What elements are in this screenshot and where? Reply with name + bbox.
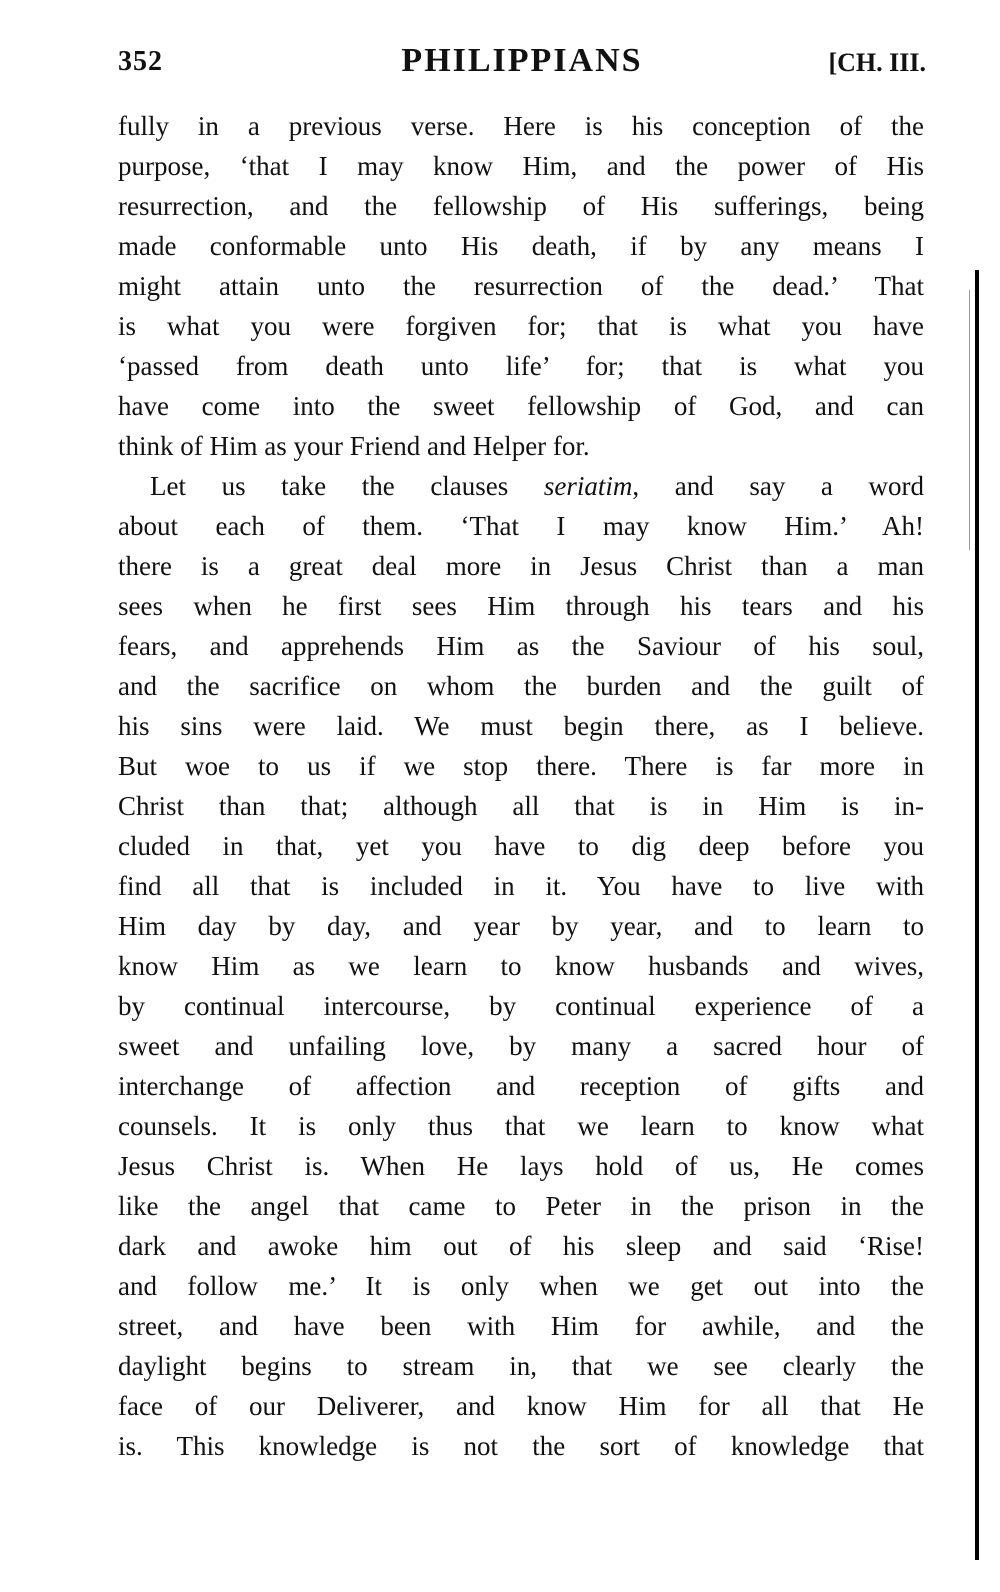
- text-segment: Let us take the clauses: [150, 471, 509, 501]
- text-line: interchange of affection and reception of gifts and: [118, 1071, 924, 1101]
- text-line-paragraph-start: [118, 466, 924, 506]
- text-line: by continual intercourse, by continual experience of a: [118, 991, 924, 1021]
- text-line: Him day by day, and year by year, and to learn to: [118, 911, 924, 941]
- text-line: face of our Deliverer, and know Him for all that He: [118, 1391, 924, 1421]
- text-line: like the angel that came to Peter in the prison in the: [118, 1191, 924, 1221]
- italic-term: seriatim: [543, 471, 633, 501]
- running-title: PHILIPPIANS: [401, 42, 643, 79]
- text-line: is what you were forgiven for; that is what you have: [118, 311, 924, 341]
- text-line: think of Him as your Friend and Helper for.: [118, 431, 590, 461]
- chapter-reference: [CH. III.: [828, 48, 926, 77]
- text-line: cluded in that, yet you have to dig deep before you: [118, 831, 924, 861]
- text-line: counsels. It is only thus that we learn to know what: [118, 1111, 924, 1141]
- text-line: sweet and unfailing love, by many a sacred hour of: [118, 1031, 924, 1061]
- text-line: dark and awoke him out of his sleep and said ‘Rise!: [118, 1231, 924, 1261]
- text-line: purpose, ‘that I may know Him, and the power of His: [118, 151, 924, 181]
- text-line: fears, and apprehends Him as the Saviour of his soul,: [118, 631, 924, 661]
- text-line: have come into the sweet fellowship of God, and can: [118, 391, 924, 421]
- text-line: is. This knowledge is not the sort of knowledge that: [118, 1431, 924, 1461]
- text-line: his sins were laid. We must begin there, as I believe.: [118, 711, 924, 741]
- text-line: Jesus Christ is. When He lays hold of us, He comes: [118, 1151, 924, 1181]
- scan-edge-shadow: [969, 290, 970, 550]
- text-segment: , and say a word: [632, 471, 924, 501]
- text-line: find all that is included in it. You have to live with: [118, 871, 924, 901]
- text-line: and follow me.’ It is only when we get out into the: [118, 1271, 924, 1301]
- text-line: street, and have been with Him for awhile, and the: [118, 1311, 924, 1341]
- text-line: But woe to us if we stop there. There is far more in: [118, 751, 924, 781]
- text-line: and the sacrifice on whom the burden and the guilt of: [118, 671, 924, 701]
- text-line: know Him as we learn to know husbands and wives,: [118, 951, 924, 981]
- text-line: sees when he first sees Him through his tears and his: [118, 591, 924, 621]
- text-line: fully in a previous verse. Here is his conception of the: [118, 111, 924, 141]
- page-number: 352: [118, 46, 163, 77]
- text-line: made conformable unto His death, if by any means I: [118, 231, 924, 261]
- scan-edge-line: [975, 270, 979, 1560]
- text-line: resurrection, and the fellowship of His sufferings, being: [118, 191, 924, 221]
- body-text: [118, 106, 924, 1466]
- text-line: ‘passed from death unto life’ for; that is what you: [118, 351, 924, 381]
- text-line: there is a great deal more in Jesus Christ than a man: [118, 551, 924, 581]
- text-line: about each of them. ‘That I may know Him.’ Ah!: [118, 511, 924, 541]
- text-line: daylight begins to stream in, that we see clearly the: [118, 1351, 924, 1381]
- text-line: might attain unto the resurrection of the dead.’ That: [118, 271, 924, 301]
- running-head: [118, 42, 926, 86]
- text-line: Christ than that; although all that is in Him is in-: [118, 791, 924, 821]
